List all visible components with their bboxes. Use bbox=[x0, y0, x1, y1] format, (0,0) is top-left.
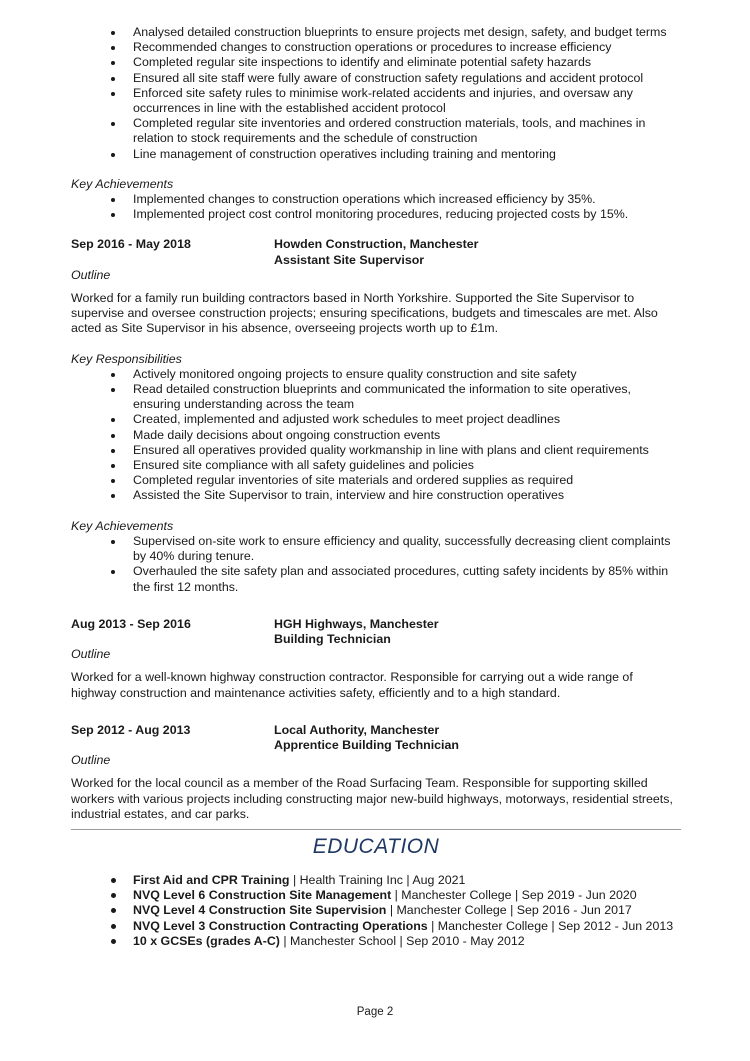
job2-achievements-heading: Key Achievements bbox=[71, 518, 174, 533]
education-item bbox=[133, 919, 681, 934]
education-item bbox=[133, 934, 681, 949]
job2-dates: Sep 2016 - May 2018 bbox=[71, 237, 191, 252]
job3-title: Building Technician bbox=[274, 631, 391, 646]
list-item: Recommended changes to construction operations or procedures to increase efficiency bbox=[133, 40, 681, 55]
education-qualification: NVQ Level 4 Construction Site Supervision bbox=[133, 903, 387, 918]
page-number: Page 2 bbox=[356, 1006, 394, 1018]
education-qualification: NVQ Level 6 Construction Site Management bbox=[133, 888, 392, 903]
job4-outline: Worked for the local council as a member of the Road Surfacing Team. Responsible for supporting skilled workers with various projects including constructing major new-build highways, motorways, residential streets, industrial estates, and car parks. bbox=[71, 776, 673, 821]
job3-outline-heading: Outline bbox=[71, 647, 111, 662]
cv-page-2 bbox=[71, 25, 681, 949]
job1-responsibilities-list bbox=[71, 25, 681, 162]
job4-title: Apprentice Building Technician bbox=[274, 737, 459, 752]
education-details: | Manchester School | Sep 2010 - May 2012 bbox=[279, 933, 525, 948]
list-item: Made daily decisions about ongoing construction events bbox=[133, 428, 681, 443]
list-item: Read detailed construction blueprints and communicated the information to site operatives, ensuring understanding across the team bbox=[133, 382, 681, 412]
education-qualification: 10 x GCSEs (grades A-C) bbox=[133, 933, 280, 948]
job4-role bbox=[274, 723, 459, 753]
job4-header bbox=[71, 723, 681, 753]
job4-dates: Sep 2012 - Aug 2013 bbox=[71, 722, 191, 737]
education-details: | Health Training Inc | Aug 2021 bbox=[289, 872, 466, 887]
job1-achievements-heading: Key Achievements bbox=[71, 176, 174, 191]
education-qualification: NVQ Level 3 Construction Contracting Operations bbox=[133, 918, 428, 933]
job2-responsibilities-heading: Key Responsibilities bbox=[71, 351, 182, 366]
education-item bbox=[133, 903, 681, 918]
list-item: Implemented project cost control monitoring procedures, reducing projected costs by 15%. bbox=[133, 207, 681, 222]
job4-employer: Local Authority, Manchester bbox=[274, 722, 440, 737]
list-item: Enforced site safety rules to minimise work-related accidents and injuries, and oversaw any occurrences in line with the established accident protocol bbox=[133, 86, 681, 116]
job3-role bbox=[274, 617, 439, 647]
list-item: Line management of construction operatives including training and mentoring bbox=[133, 147, 681, 162]
job2-role bbox=[274, 237, 478, 267]
education-details: | Manchester College | Sep 2019 - Jun 2020 bbox=[391, 888, 637, 903]
job2-outline: Worked for a family run building contractors based in North Yorkshire. Supported the Site Supervisor to supervise and oversee construction projects; ensuring specifications, budgets and timescales are met. Also acted as Site Supervisor in his absence, overseeing projects worth up to £1m. bbox=[71, 291, 658, 336]
list-item: Created, implemented and adjusted work schedules to meet project deadlines bbox=[133, 412, 681, 427]
list-item: Overhauled the site safety plan and associated procedures, cutting safety incidents by 85% within the first 12 months. bbox=[133, 564, 681, 594]
job2-achievements-list bbox=[71, 534, 681, 595]
job2-outline-heading: Outline bbox=[71, 267, 111, 282]
list-item: Implemented changes to construction operations which increased efficiency by 35%. bbox=[133, 192, 681, 207]
education-qualification: First Aid and CPR Training bbox=[133, 872, 290, 887]
list-item: Completed regular site inventories and ordered construction materials, tools, and machines in relation to stock requirements and the schedule of construction bbox=[133, 116, 681, 146]
job3-employer: HGH Highways, Manchester bbox=[274, 616, 439, 631]
job3-header bbox=[71, 617, 681, 647]
job4-outline-heading: Outline bbox=[71, 753, 111, 768]
section-divider bbox=[71, 829, 681, 830]
job3-dates: Aug 2013 - Sep 2016 bbox=[71, 616, 191, 631]
job1-achievements-list bbox=[71, 192, 681, 222]
list-item: Supervised on-site work to ensure efficiency and quality, successfully decreasing client complaints by 40% during tenure. bbox=[133, 534, 681, 564]
education-details: | Manchester College | Sep 2012 - Jun 2013 bbox=[427, 918, 674, 933]
list-item: Completed regular site inspections to identify and eliminate potential safety hazards bbox=[133, 55, 681, 70]
list-item: Actively monitored ongoing projects to ensure quality construction and site safety bbox=[133, 367, 681, 382]
list-item: Completed regular inventories of site materials and ordered supplies as required bbox=[133, 473, 681, 488]
list-item: Ensured all operatives provided quality workmanship in line with plans and client requirements bbox=[133, 443, 681, 458]
job2-title: Assistant Site Supervisor bbox=[274, 252, 425, 267]
education-list bbox=[71, 873, 681, 949]
education-item bbox=[133, 873, 681, 888]
job2-responsibilities-list bbox=[71, 367, 681, 504]
job2-header bbox=[71, 237, 681, 267]
list-item: Assisted the Site Supervisor to train, interview and hire construction operatives bbox=[133, 488, 681, 503]
education-section-title: EDUCATION bbox=[312, 834, 440, 858]
job2-employer: Howden Construction, Manchester bbox=[274, 237, 479, 252]
job3-outline: Worked for a well-known highway construction contractor. Responsible for carrying out a wide range of highway construction and maintenance activities safety, efficiently and to a high standard. bbox=[71, 670, 633, 700]
list-item: Analysed detailed construction blueprints to ensure projects met design, safety, and budget terms bbox=[133, 25, 681, 40]
list-item: Ensured site compliance with all safety guidelines and policies bbox=[133, 458, 681, 473]
education-item bbox=[133, 888, 681, 903]
list-item: Ensured all site staff were fully aware of construction safety regulations and accident protocol bbox=[133, 71, 681, 86]
education-details: | Manchester College | Sep 2016 - Jun 2017 bbox=[386, 903, 632, 918]
